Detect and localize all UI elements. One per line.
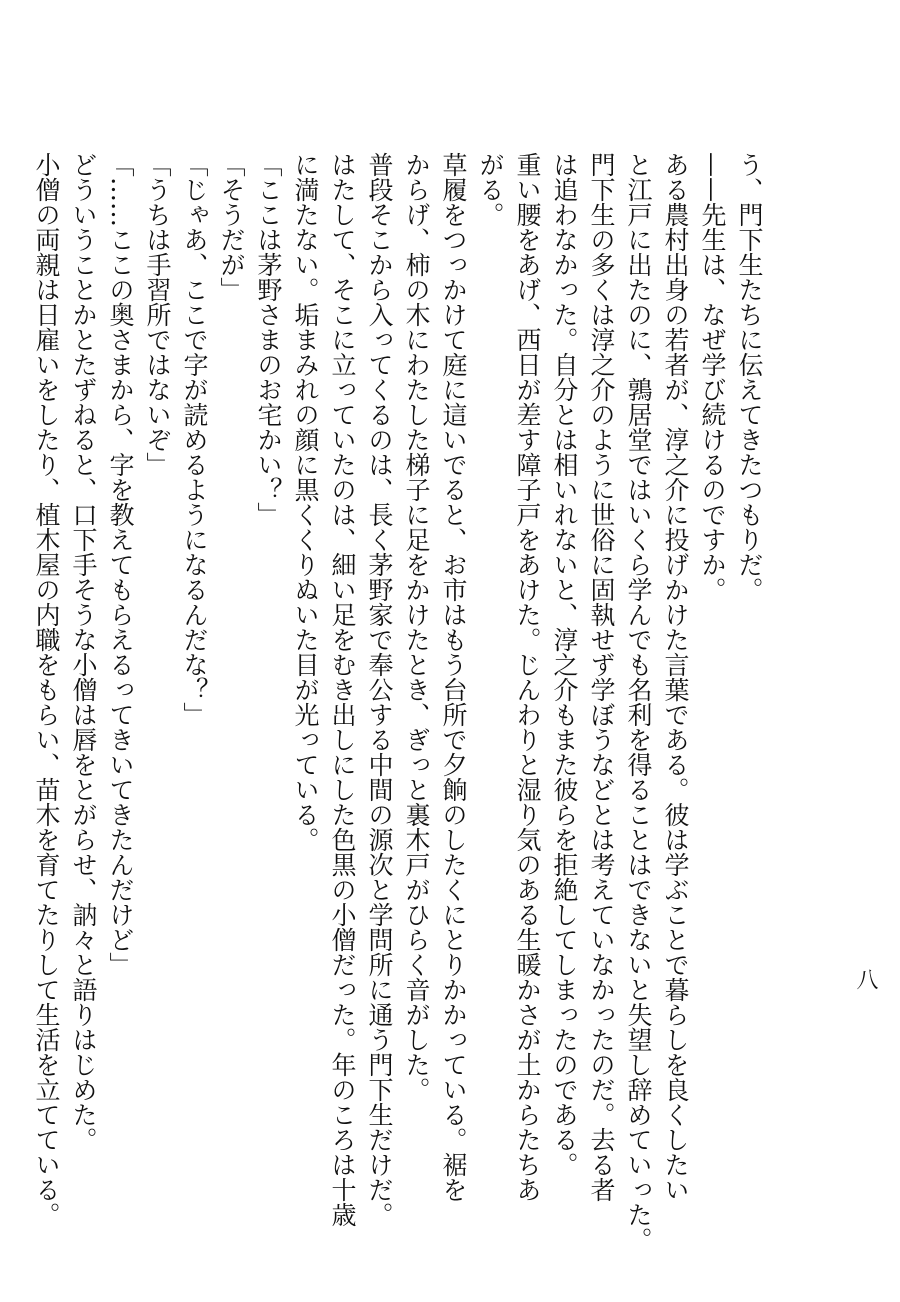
dialogue-line: 「じゃあ、ここで字が読めるようになるんだな？」 bbox=[180, 152, 209, 727]
text-line: 草履をつっかけて庭に這いでると、お市はもう台所で夕餉のしたくにとりかかっている。裾を bbox=[439, 152, 468, 1202]
text-line: と江戸に出たのに、鶉居堂ではいくら学んでも名利を得ることはできないと失望し辞めていった。 bbox=[624, 152, 653, 1252]
text-line: はたして、そこに立っていたのは、細い足をむき出しにした色黒の小僧だった。年のころは十歳 bbox=[328, 152, 357, 1227]
text-line: は追わなかった。自分とは相いれないと、淳之介もまた彼らを拒絶してしまったのである。 bbox=[550, 152, 579, 1177]
text-line: がる。 bbox=[476, 152, 505, 227]
dialogue-line: 「うちは手習所ではないぞ」 bbox=[143, 152, 172, 477]
text-line: ある農村出身の若者が、淳之介に投げかけた言葉である。彼は学ぶことで暮らしを良くしたい bbox=[661, 152, 690, 1202]
dialogue-line: 「ここは茅野さまのお宅かい？」 bbox=[254, 152, 283, 527]
dialogue-line: 「そうだが」 bbox=[217, 152, 246, 302]
dialogue-line: 「……ここの奥さまから、字を教えてもらえるってきいてきたんだけど」 bbox=[106, 152, 135, 977]
vertical-text-block bbox=[28, 152, 768, 1252]
text-line: 普段そこから入ってくるのは、長く茅野家で奉公する中間の源次と学問所に通う門下生だけだ。 bbox=[365, 152, 394, 1227]
text-line: からげ、柿の木にわたした梯子に足をかけたとき、ぎっと裏木戸がひらく音がした。 bbox=[402, 152, 431, 1102]
text-line: 重い腰をあげ、西日が差す障子戸をあけた。じんわりと湿り気のある生暖かさが土からたちあ bbox=[513, 152, 542, 1202]
page-number: 八 bbox=[853, 968, 878, 990]
text-line: 門下生の多くは淳之介のように世俗に固執せず学ぼうなどとは考えていなかったのだ。去る者 bbox=[587, 152, 616, 1202]
text-line: う、門下生たちに伝えてきたつもりだ。 bbox=[735, 152, 764, 602]
text-line: どういうことかとたずねると、口下手そうな小僧は唇をとがらせ、訥々と語りはじめた。 bbox=[69, 152, 98, 1152]
text-line: に満たない。垢まみれの顔に黒くくりぬいた目が光っている。 bbox=[291, 152, 320, 852]
text-line: ——先生は、なぜ学び続けるのですか。 bbox=[698, 152, 727, 602]
text-line: 小僧の両親は日雇いをしたり、植木屋の内職をもらい、苗木を育てたりして生活を立てている。 bbox=[32, 152, 61, 1227]
